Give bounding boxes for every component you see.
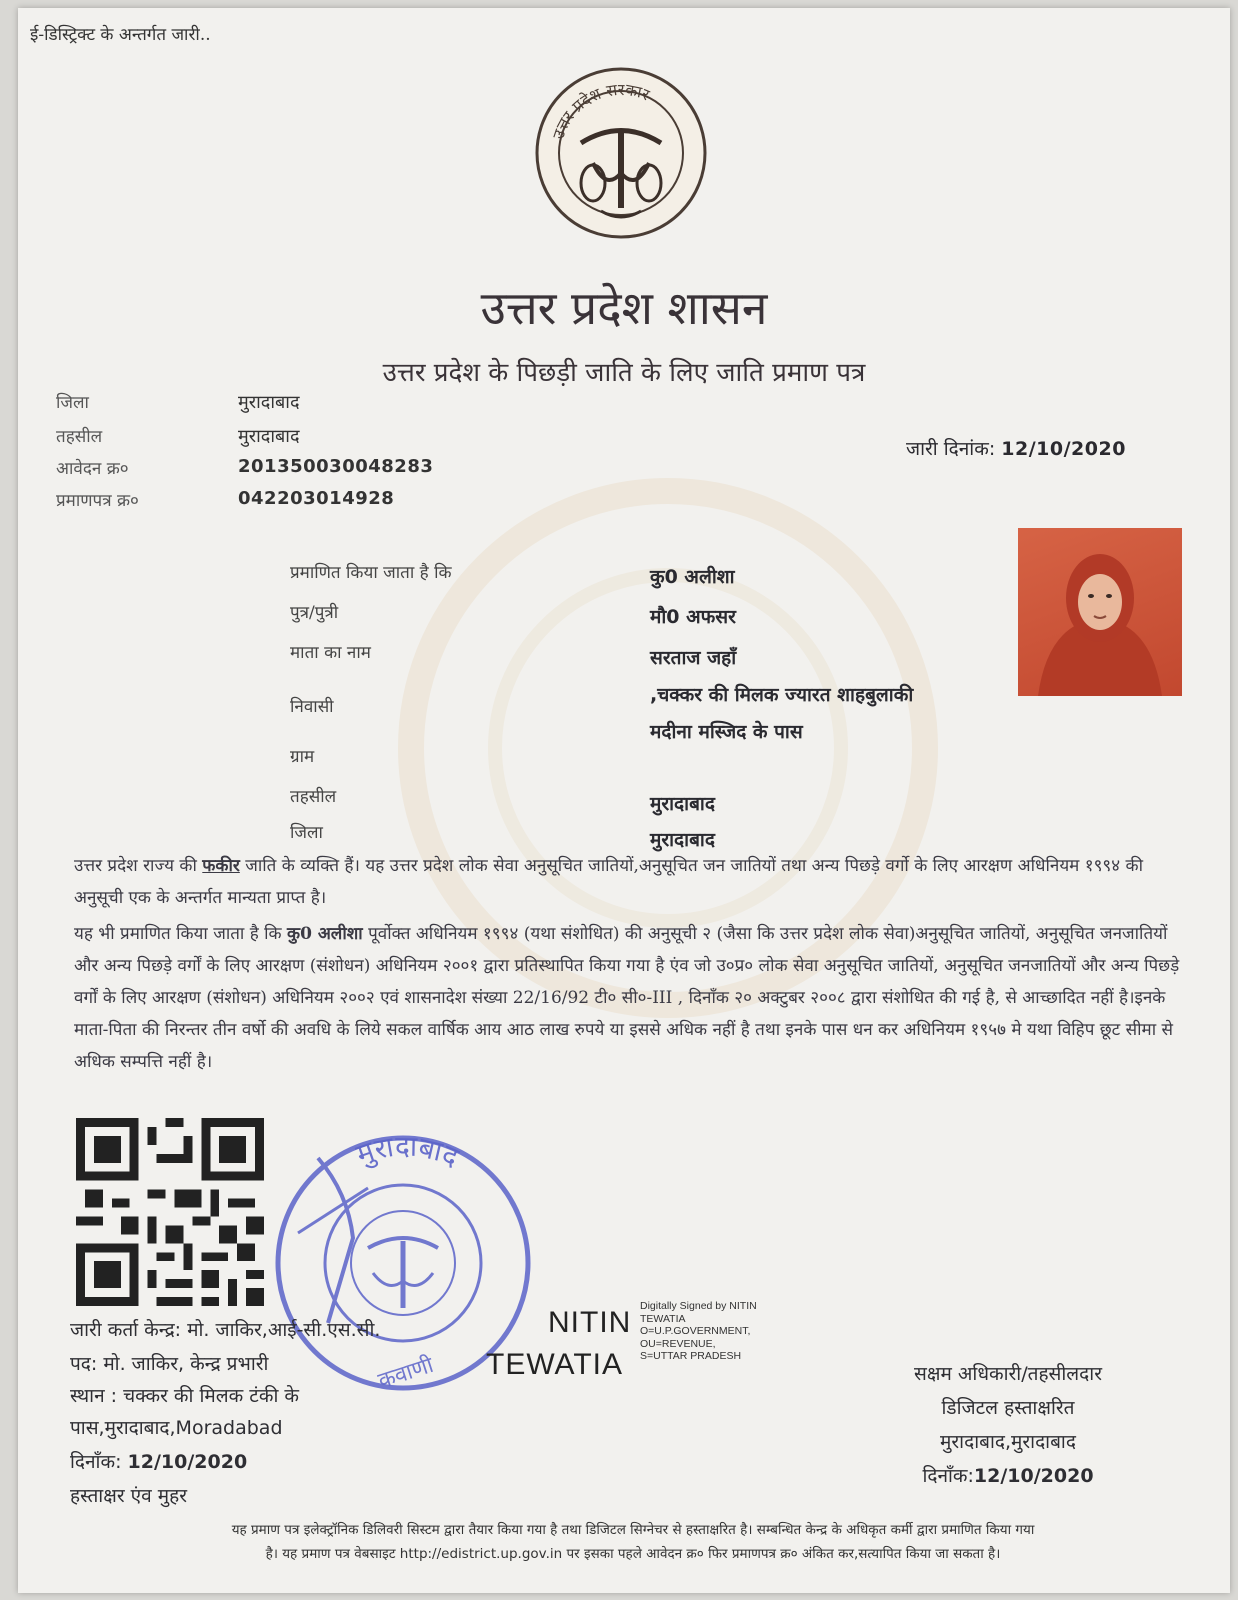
sig-info-line1: Digitally Signed by NITIN	[640, 1300, 757, 1312]
issue-date	[906, 435, 1126, 461]
issuer-date-label: दिनाँक:	[70, 1451, 122, 1473]
child-of-label: पुत्र/पुत्री	[290, 603, 339, 623]
mother-name-label: माता का नाम	[290, 643, 371, 663]
digital-signature-info	[640, 1300, 757, 1363]
page-title: उत्तर प्रदेश शासन	[480, 281, 768, 335]
caste-paragraph-intro: उत्तर प्रदेश राज्य की	[74, 856, 203, 876]
caste-paragraph-body: जाति के व्यक्ति हैं। यह उत्तर प्रदेश लोक सेवा अनुसूचित जातियों,अनुसूचित जन जातियों तथा अन्य पिछड़े वर्गो के लिए आरक्षण अधिनियम १९९४ की अनुसूची एक के अन्तर्गत मान्यता प्राप्त है।	[74, 856, 1143, 908]
sig-info-line2: TEWATIA	[640, 1312, 686, 1325]
authority-date-label: दिनाँक:	[922, 1465, 974, 1487]
issue-date-label: जारी दिनांक:	[906, 438, 996, 460]
issuer-place-line2: पास,मुरादाबाद,Moradabad	[70, 1417, 283, 1439]
field-tehsil-label: तहसील	[290, 787, 337, 807]
issuer-date-value: 12/10/2020	[127, 1451, 248, 1473]
village-label: ग्राम	[290, 747, 315, 767]
certificate-number-value: 042203014928	[238, 488, 395, 509]
person-photo-icon	[1018, 528, 1182, 696]
caste-name: फकीर	[202, 856, 240, 876]
issuer-place-line1: स्थान : चक्कर की मिलक टंकी के	[70, 1385, 299, 1407]
issuer-center: जारी कर्ता केन्द्र: मो. जाकिर,आई-सी.एस.सी.	[70, 1319, 381, 1341]
application-number-value: 201350030048283	[238, 456, 434, 477]
application-number-label: आवेदन क्र०	[56, 459, 129, 479]
field-district-label: जिला	[290, 823, 323, 843]
header-note: ई-डिस्ट्रिक्ट के अन्तर्गत जारी..	[30, 25, 211, 45]
footer-note	[58, 1518, 1208, 1566]
field-district-value: मुरादाबाद	[650, 829, 715, 851]
signer-name-first: NITIN	[548, 1306, 632, 1339]
child-of-value: मौ0 अफसर	[650, 606, 736, 628]
mother-name-value: सरताज जहाँ	[650, 647, 737, 669]
resident-value-line1: ,चक्कर की मिलक ज्यारत शाहबुलाकी	[650, 684, 914, 706]
footer-line1: यह प्रमाण पत्र इलेक्ट्रॉनिक डिलिवरी सिस्टम द्वारा तैयार किया गया है तथा डिजिटल सिग्नेचर से हस्ताक्षरित है। सम्बन्धित केन्द्र के अधिकृत कर्मी द्वारा प्रमाणित किया गया	[231, 1522, 1035, 1538]
authority-place: मुरादाबाद,मुरादाबाद	[940, 1431, 1076, 1453]
certificate-page	[18, 8, 1230, 1593]
footer-line2: है। यह प्रमाण पत्र वेबसाइट http://edistrict.up.gov.in पर इसका पहले आवेदन क्र० फिर प्रमाणपत्र क्र० अंकित कर,सत्यापित किया जा सकता है।	[265, 1546, 1001, 1562]
issuer-post: पद: मो. जाकिर, केन्द्र प्रभारी	[70, 1353, 269, 1375]
certification-paragraph-intro: यह भी प्रमाणित किया जाता है कि	[74, 924, 288, 944]
field-tehsil-value: मुरादाबाद	[650, 793, 715, 815]
district-label: जिला	[56, 393, 89, 413]
applicant-photo	[1018, 528, 1182, 696]
certified-value: कु0 अलीशा	[650, 566, 735, 588]
authority-title: सक्षम अधिकारी/तहसीलदार	[914, 1363, 1102, 1385]
qr-code-icon	[76, 1118, 264, 1306]
authority-date-value: 12/10/2020	[973, 1465, 1094, 1487]
district-value: मुरादाबाद	[238, 392, 300, 413]
certified-label: प्रमाणित किया जाता है कि	[290, 563, 452, 583]
certification-paragraph-body: पूर्वोक्त अधिनियम १९९४ (यथा संशोधित) की अनुसूची २ (जैसा कि उत्तर प्रदेश लोक सेवा)अनुसूचित जातियों, अनुसूचित जनजातियों और अन्य पिछड़े वर्गों के लिए आरक्षण (संशोधन) अधिनियम २००१ द्वारा प्रतिस्थापित किया गया है एंव जो उ०प्र० लोक सेवा अनुसूचित जातियों, अनुसूचित जनजातियों और अन्य पिछड़े वर्गों के लिए आरक्षण (संशोधन) अधिनियम २००२ एवं शासनादेश संख्या 22/16/92 टी० सी०-III , दिनाँक २० अक्टुबर २००८ द्वारा संशोधित की गई है, से आच्छादित नहीं है।इनके माता-पिता की निरन्तर तीन वर्षो की अवधि के लिये सकल वार्षिक आय आठ लाख रुपये या इससे अधिक नहीं है तथा इनके पास धन कर अधिनियम १९५७ मे यथा विहिप छूट सीमा से अधिक सम्पत्ति नहीं है।	[74, 924, 1180, 1072]
sig-info-line5: S=UTTAR PRADESH	[640, 1350, 742, 1362]
stamp-text-bottom: कवाणी	[375, 1352, 437, 1395]
sig-info-line3: O=U.P.GOVERNMENT,	[640, 1325, 751, 1337]
caste-paragraph	[74, 850, 1184, 914]
resident-label: निवासी	[290, 697, 334, 717]
sig-info-line4: OU=REVENUE,	[640, 1337, 716, 1350]
tehsil-label: तहसील	[56, 427, 103, 447]
tehsil-value: मुरादाबाद	[238, 426, 300, 447]
issue-date-value: 12/10/2020	[1001, 438, 1126, 460]
authority-date	[838, 1462, 1178, 1488]
emblem-text: उत्तर प्रदेश सरकार	[548, 79, 653, 142]
certificate-number-label: प्रमाणपत्र क्र०	[56, 491, 139, 511]
signer-name-last: TEWATIA	[486, 1348, 623, 1381]
resident-value-line2: मदीना मस्जिद के पास	[650, 721, 803, 743]
issuer-sign-label: हस्ताक्षर एंव मुहर	[70, 1485, 187, 1507]
certification-name: कु0 अलीशा	[287, 924, 363, 944]
state-emblem-icon	[531, 63, 711, 243]
svg-text:मुरादाबाद	[352, 1130, 465, 1175]
stamp-text: मुरादाबाद	[351, 1129, 464, 1174]
authority-digital: डिजिटल हस्ताक्षरित	[941, 1397, 1075, 1419]
certification-paragraph	[74, 918, 1184, 1078]
page-subtitle: उत्तर प्रदेश के पिछड़ी जाति के लिए जाति प्रमाण पत्र	[382, 358, 866, 388]
issuer-date	[70, 1448, 247, 1474]
